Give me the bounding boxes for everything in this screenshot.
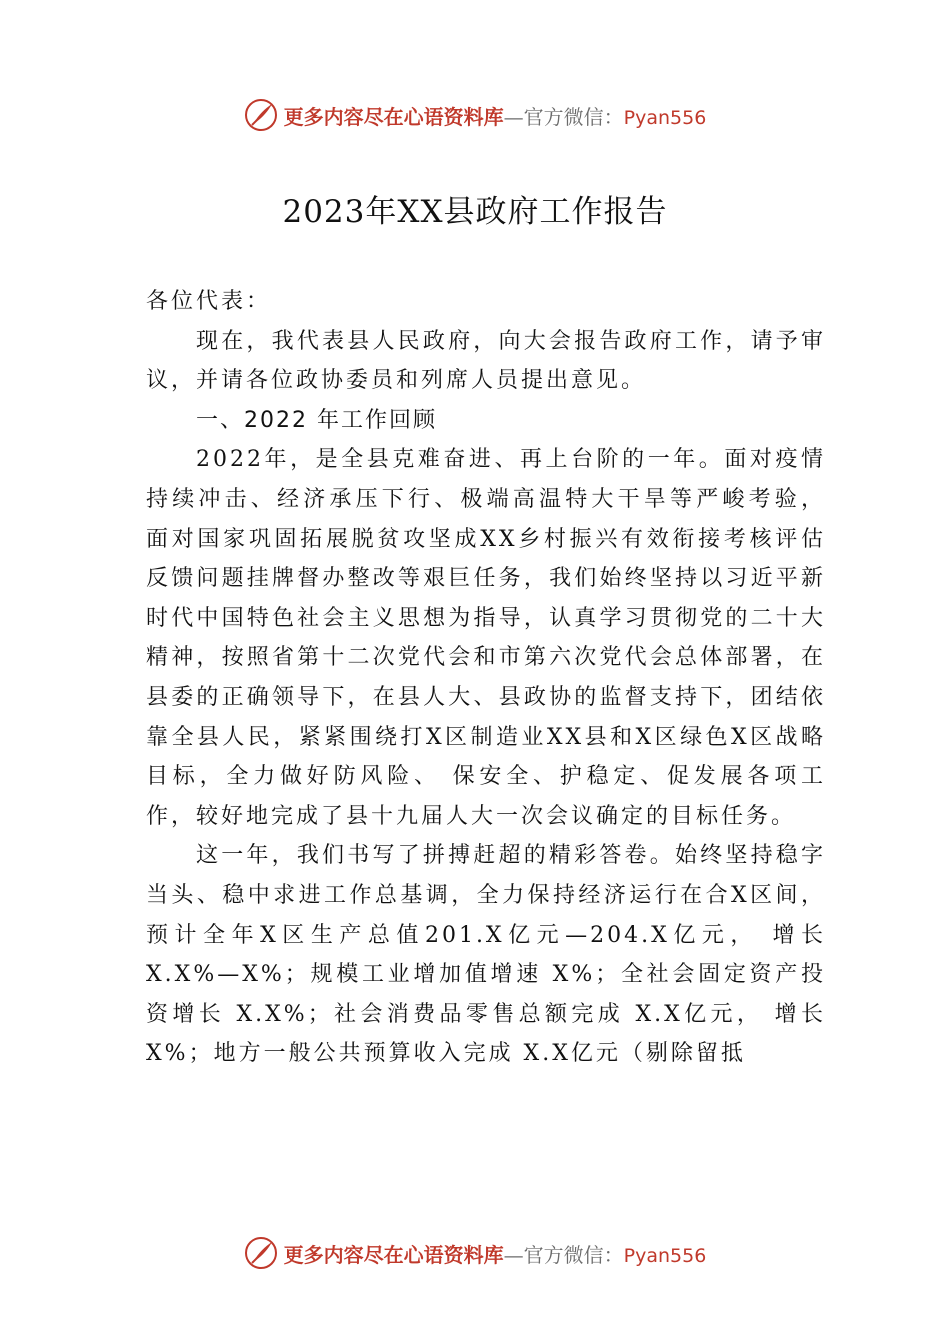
quill-logo-icon [244,1236,278,1270]
body-paragraph: 2022年，是全县克难奋进、再上台阶的一年。面对疫情持续冲击、经济承压下行、极端高温特大干旱等严峻考验， 面对国家巩固拓展脱贫攻坚成XX乡村振兴有效衔接考核评估反馈问题挂牌督办整改等艰巨任务，我们始终坚持以习近平新时代中国特色社会主义思想为指导，认真学习贯彻党的二十大精神，按照省第十二次党代会和市第六次党代会总体部署，在县委的正确领导下，在县人大、县政协的监督支持下，团结依靠全县人民，紧紧围绕打X区制造业XX县和X区绿色X区战略目标，全力做好防风险、 保安全、护稳定、促发展各项工作，较好地完成了县十九届人大一次会议确定的目标任务。 [146,447,826,829]
salutation: 各位代表： [146,289,272,314]
section-heading: 一、2022 年工作回顾 [196,407,437,433]
watermark-banner-top [0,95,950,135]
body-paragraph: 这一年，我们书写了拼搏赶超的精彩答卷。始终坚持稳字当头、稳中求进工作总基调，全力保持经济运行在合X区间，预计全年X区生产总值201.X亿元—204.X亿元， 增长X.X%—X%；规模工业增加值增速 X%；全社会固定资产投资增长 X.X%；社会消费品零售总额完成 X.X亿元， 增长X%；地方一般公共预算收入完成 X.X亿元（剔除留抵 [146,843,826,1067]
watermark-text: 更多内容尽在心语资料库—官方微信：Pyan556 [283,104,707,129]
document-body [146,282,826,1074]
opening-paragraph: 现在，我代表县人民政府，向大会报告政府工作，请予审议，并请各位政协委员和列席人员提出意见。 [146,328,826,394]
watermark-banner-bottom [0,1233,950,1273]
document-title: 2023年XX县政府工作报告 [282,194,668,230]
watermark-text: 更多内容尽在心语资料库—官方微信：Pyan556 [283,1242,707,1267]
quill-logo-icon [244,98,278,132]
